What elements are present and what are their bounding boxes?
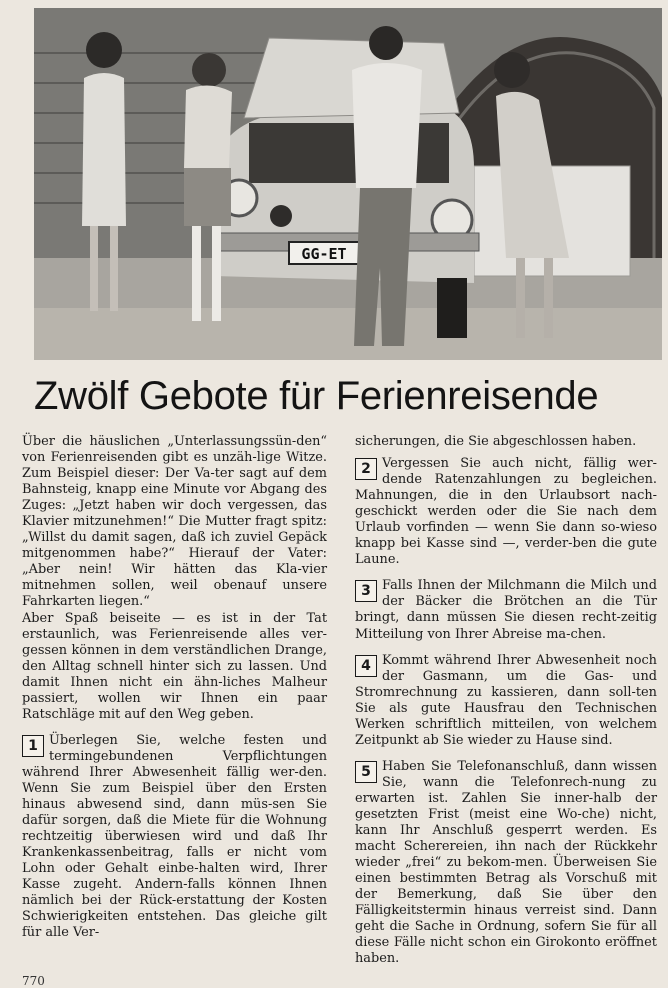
section-text: Überlegen Sie, welche festen und termingebundenen Verpflichtungen während Ihrer Abwesenheit fällig wer-den. Wenn Sie zum Beispiel über den Ersten hinaus abwesend sind, dann müs-sen Sie dafür sorgen, daß die Miete für die Wohnung rechtzeitig überwiesen wird und daß Ihr Krankenkassenbeitrag, falls er nicht vom Lohn oder Gehalt einbe-halten wird, Ihrer Kasse zugeht. Andern-falls können Ihnen nämlich bei der Rück-erstattung der Kosten Schwierigkeiten entstehen. Das gleiche gilt für alle Ver- [22, 732, 327, 941]
intro-paragraph-1: Über die häuslichen „Unterlassungssün-den“ von Ferienreisenden gibt es unzäh-lige Witze. Zum Beispiel dieser: Der Va-ter sagt auf dem Bahnsteig, knapp eine Minute vor Abgang des Zuges: „Jetzt haben wir doch vergessen, das Klavier mitzunehmen!“ Die Mutter fragt spitz: „Willst du damit sagen, daß ich zuviel Gepäck mitgenommen habe?“ Hierauf der Vater: „Aber nein! Wir hätten das Kla-vier mitnehmen sollen, weil obenauf unsere Fahrkarten liegen.“ [22, 434, 327, 610]
section-number-box: 4 [355, 655, 377, 677]
license-plate: GG-ET [301, 245, 347, 263]
section-2 [355, 456, 657, 568]
intro-paragraph-2: Aber Spaß beiseite — es ist in der Tat erstaunlich, was Ferienreisende alles ver-gessen können in dem verständlichen Drange, den Alltag schnell hinter sich zu lassen. Und damit Ihnen nicht ein ähn-liches Malheur passiert, wollen wir Ihnen ein paar Ratschläge mit auf den Weg geben. [22, 610, 327, 722]
section-text: Haben Sie Telefonanschluß, dann wissen Sie, wann die Telefonrech-nung zu erwarten ist. Zahlen Sie inner-halb der gesetzten Frist (meist eine Wo-che) nicht, kann Ihr Anschluß gesperrt werden. Es macht Scherereien, ihn nach der Rückkehr wieder „frei“ zu bekom-men. Überweisen Sie einen bestimmten Betrag als Vorschuß mit der Bemerkung, daß Sie über den Fälligkeitstermin hinaus verreist sind. Dann geht die Sache in Ordnung, sofern Sie für all diese Fälle nicht schon ein Girokonto eröffnet haben. [355, 758, 657, 967]
section-number-box: 1 [22, 735, 44, 757]
left-column [22, 434, 327, 941]
section-5 [355, 759, 657, 968]
section-text: Falls Ihnen der Milchmann die Milch und der Bäcker die Brötchen an die Tür bringt, dann müssen Sie diesen recht-zeitig Mitteilung von Ihrer Abreise ma-chen. [355, 578, 657, 642]
section-1 [22, 733, 327, 942]
photo-illustration [34, 8, 662, 360]
section-number-box: 2 [355, 458, 377, 480]
section-text: Kommt während Ihrer Abwesenheit noch der Gasmann, um die Gas- und Stromrechnung zu kassieren, dann soll-ten Sie als gute Hausfrau den Technischen Werken schriftlich mitteilen, von welchem Zeitpunkt ab Sie wieder zu Hause sind. [355, 652, 657, 748]
section-4 [355, 653, 657, 749]
article-photo [34, 8, 662, 360]
section-3 [355, 578, 657, 642]
continuation-text: sicherungen, die Sie abgeschlossen haben. [355, 434, 637, 449]
page-number: 770 [22, 974, 45, 988]
section-text: Vergessen Sie auch nicht, fällig wer-dende Ratenzahlungen zu begleichen. Mahnungen, die in den Urlaubsort nach-geschickt werden oder die Sie nach dem Urlaub vorfinden — wenn Sie dann so-wieso knapp bei Kasse sind —, verder-ben die gute Laune. [355, 456, 657, 568]
article-title: Zwölf Gebote für Ferienreisende [34, 374, 599, 418]
right-column [355, 434, 657, 967]
open-hood [244, 38, 459, 118]
section-number-box: 3 [355, 580, 377, 602]
section-number-box: 5 [355, 761, 377, 783]
